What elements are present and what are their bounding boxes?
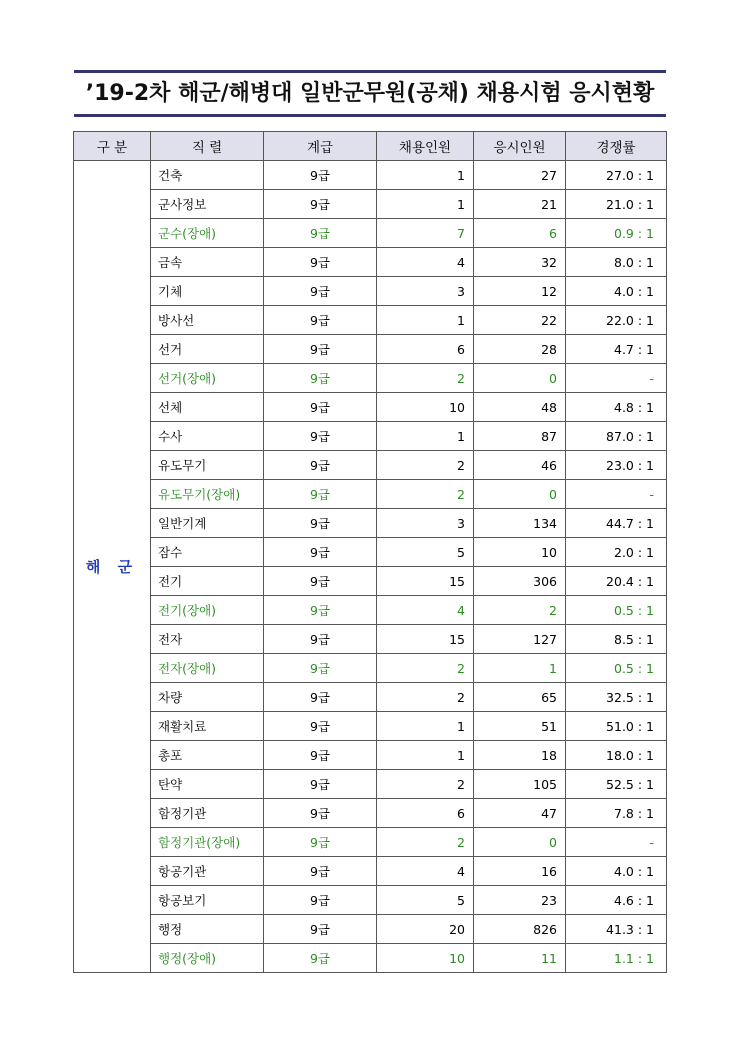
header-grade: 계급	[264, 132, 377, 161]
table-body	[74, 161, 667, 973]
table-row	[74, 190, 667, 219]
ratio-cell: 18.0 : 1	[566, 741, 667, 770]
grade-cell: 9급	[264, 248, 377, 277]
table-row	[74, 161, 667, 190]
ratio-cell: 23.0 : 1	[566, 451, 667, 480]
grade-cell: 9급	[264, 422, 377, 451]
grade-cell: 9급	[264, 944, 377, 973]
hired-cell: 15	[377, 567, 474, 596]
hired-cell: 2	[377, 451, 474, 480]
position-cell: 전기(장애)	[151, 596, 264, 625]
grade-cell: 9급	[264, 799, 377, 828]
hired-cell: 7	[377, 219, 474, 248]
applicants-cell: 22	[474, 306, 566, 335]
hired-cell: 6	[377, 799, 474, 828]
ratio-cell: 44.7 : 1	[566, 509, 667, 538]
applicants-cell: 105	[474, 770, 566, 799]
header-applicants: 응시인원	[474, 132, 566, 161]
table-row	[74, 335, 667, 364]
hired-cell: 2	[377, 480, 474, 509]
hired-cell: 10	[377, 393, 474, 422]
grade-cell: 9급	[264, 335, 377, 364]
ratio-cell: 4.7 : 1	[566, 335, 667, 364]
hired-cell: 20	[377, 915, 474, 944]
position-cell: 건축	[151, 161, 264, 190]
header-group: 구 분	[74, 132, 151, 161]
position-cell: 기체	[151, 277, 264, 306]
position-cell: 잠수	[151, 538, 264, 567]
position-cell: 항공보기	[151, 886, 264, 915]
grade-cell: 9급	[264, 509, 377, 538]
position-cell: 선거(장애)	[151, 364, 264, 393]
position-cell: 재활치료	[151, 712, 264, 741]
ratio-cell: 4.0 : 1	[566, 857, 667, 886]
recruitment-table	[73, 131, 667, 973]
table-row	[74, 741, 667, 770]
grade-cell: 9급	[264, 190, 377, 219]
position-cell: 수사	[151, 422, 264, 451]
ratio-cell: 21.0 : 1	[566, 190, 667, 219]
hired-cell: 10	[377, 944, 474, 973]
grade-cell: 9급	[264, 915, 377, 944]
hired-cell: 1	[377, 741, 474, 770]
ratio-cell: 52.5 : 1	[566, 770, 667, 799]
applicants-cell: 23	[474, 886, 566, 915]
position-cell: 전기	[151, 567, 264, 596]
applicants-cell: 0	[474, 480, 566, 509]
grade-cell: 9급	[264, 596, 377, 625]
table-row	[74, 364, 667, 393]
hired-cell: 2	[377, 683, 474, 712]
hired-cell: 1	[377, 712, 474, 741]
table-row	[74, 625, 667, 654]
hired-cell: 6	[377, 335, 474, 364]
ratio-cell: 0.5 : 1	[566, 596, 667, 625]
table-row	[74, 277, 667, 306]
hired-cell: 2	[377, 770, 474, 799]
position-cell: 군수(장애)	[151, 219, 264, 248]
hired-cell: 2	[377, 828, 474, 857]
ratio-cell: 8.5 : 1	[566, 625, 667, 654]
header-hired: 채용인원	[377, 132, 474, 161]
grade-cell: 9급	[264, 161, 377, 190]
hired-cell: 3	[377, 509, 474, 538]
page-title: ’19-2차 해군/해병대 일반군무원(공채) 채용시험 응시현황	[85, 81, 655, 106]
table-row	[74, 248, 667, 277]
ratio-cell: 4.0 : 1	[566, 277, 667, 306]
applicants-cell: 28	[474, 335, 566, 364]
ratio-cell: 0.5 : 1	[566, 654, 667, 683]
grade-cell: 9급	[264, 654, 377, 683]
table-row	[74, 770, 667, 799]
hired-cell: 1	[377, 190, 474, 219]
table-row	[74, 596, 667, 625]
position-cell: 탄약	[151, 770, 264, 799]
hired-cell: 5	[377, 886, 474, 915]
grade-cell: 9급	[264, 770, 377, 799]
position-cell: 선거	[151, 335, 264, 364]
grade-cell: 9급	[264, 741, 377, 770]
position-cell: 차량	[151, 683, 264, 712]
grade-cell: 9급	[264, 567, 377, 596]
grade-cell: 9급	[264, 277, 377, 306]
position-cell: 전자	[151, 625, 264, 654]
table-row	[74, 480, 667, 509]
applicants-cell: 51	[474, 712, 566, 741]
ratio-cell: 32.5 : 1	[566, 683, 667, 712]
table-row	[74, 683, 667, 712]
grade-cell: 9급	[264, 886, 377, 915]
grade-cell: 9급	[264, 451, 377, 480]
table-row	[74, 509, 667, 538]
applicants-cell: 65	[474, 683, 566, 712]
hired-cell: 15	[377, 625, 474, 654]
table-row	[74, 451, 667, 480]
table-row	[74, 915, 667, 944]
ratio-cell: -	[566, 480, 667, 509]
applicants-cell: 10	[474, 538, 566, 567]
table-row	[74, 828, 667, 857]
applicants-cell: 0	[474, 364, 566, 393]
table-row	[74, 944, 667, 973]
table-row	[74, 654, 667, 683]
applicants-cell: 134	[474, 509, 566, 538]
table-row	[74, 393, 667, 422]
hired-cell: 4	[377, 596, 474, 625]
ratio-cell: 7.8 : 1	[566, 799, 667, 828]
applicants-cell: 0	[474, 828, 566, 857]
grade-cell: 9급	[264, 828, 377, 857]
grade-cell: 9급	[264, 712, 377, 741]
position-cell: 항공기관	[151, 857, 264, 886]
grade-cell: 9급	[264, 683, 377, 712]
ratio-cell: 8.0 : 1	[566, 248, 667, 277]
applicants-cell: 47	[474, 799, 566, 828]
position-cell: 전자(장애)	[151, 654, 264, 683]
applicants-cell: 6	[474, 219, 566, 248]
applicants-cell: 27	[474, 161, 566, 190]
position-cell: 함정기관(장애)	[151, 828, 264, 857]
hired-cell: 4	[377, 857, 474, 886]
grade-cell: 9급	[264, 480, 377, 509]
applicants-cell: 826	[474, 915, 566, 944]
ratio-cell: 51.0 : 1	[566, 712, 667, 741]
table-row	[74, 306, 667, 335]
hired-cell: 4	[377, 248, 474, 277]
table-row	[74, 857, 667, 886]
ratio-cell: 41.3 : 1	[566, 915, 667, 944]
ratio-cell: 1.1 : 1	[566, 944, 667, 973]
applicants-cell: 306	[474, 567, 566, 596]
position-cell: 금속	[151, 248, 264, 277]
position-cell: 행정(장애)	[151, 944, 264, 973]
table-row	[74, 886, 667, 915]
position-cell: 유도무기	[151, 451, 264, 480]
header-position: 직 렬	[151, 132, 264, 161]
header-row	[74, 132, 667, 161]
group-cell: 해 군	[74, 161, 151, 973]
ratio-cell: -	[566, 364, 667, 393]
applicants-cell: 32	[474, 248, 566, 277]
position-cell: 군사정보	[151, 190, 264, 219]
ratio-cell: 4.6 : 1	[566, 886, 667, 915]
ratio-cell: -	[566, 828, 667, 857]
ratio-cell: 27.0 : 1	[566, 161, 667, 190]
ratio-cell: 22.0 : 1	[566, 306, 667, 335]
ratio-cell: 20.4 : 1	[566, 567, 667, 596]
hired-cell: 5	[377, 538, 474, 567]
position-cell: 함정기관	[151, 799, 264, 828]
table-row	[74, 799, 667, 828]
applicants-cell: 1	[474, 654, 566, 683]
header-ratio: 경쟁률	[566, 132, 667, 161]
position-cell: 총포	[151, 741, 264, 770]
position-cell: 선체	[151, 393, 264, 422]
table-row	[74, 712, 667, 741]
applicants-cell: 46	[474, 451, 566, 480]
grade-cell: 9급	[264, 625, 377, 654]
hired-cell: 2	[377, 654, 474, 683]
grade-cell: 9급	[264, 364, 377, 393]
grade-cell: 9급	[264, 857, 377, 886]
table-row	[74, 567, 667, 596]
hired-cell: 1	[377, 422, 474, 451]
grade-cell: 9급	[264, 306, 377, 335]
title-block	[74, 70, 666, 117]
hired-cell: 2	[377, 364, 474, 393]
grade-cell: 9급	[264, 219, 377, 248]
hired-cell: 1	[377, 306, 474, 335]
ratio-cell: 4.8 : 1	[566, 393, 667, 422]
table-row	[74, 422, 667, 451]
ratio-cell: 87.0 : 1	[566, 422, 667, 451]
ratio-cell: 2.0 : 1	[566, 538, 667, 567]
grade-cell: 9급	[264, 538, 377, 567]
hired-cell: 1	[377, 161, 474, 190]
position-cell: 행정	[151, 915, 264, 944]
applicants-cell: 11	[474, 944, 566, 973]
applicants-cell: 48	[474, 393, 566, 422]
ratio-cell: 0.9 : 1	[566, 219, 667, 248]
applicants-cell: 2	[474, 596, 566, 625]
hired-cell: 3	[377, 277, 474, 306]
title-bottom-rule	[74, 114, 666, 117]
applicants-cell: 12	[474, 277, 566, 306]
grade-cell: 9급	[264, 393, 377, 422]
table-row	[74, 219, 667, 248]
position-cell: 일반기계	[151, 509, 264, 538]
applicants-cell: 21	[474, 190, 566, 219]
applicants-cell: 87	[474, 422, 566, 451]
position-cell: 유도무기(장애)	[151, 480, 264, 509]
applicants-cell: 18	[474, 741, 566, 770]
applicants-cell: 127	[474, 625, 566, 654]
position-cell: 방사선	[151, 306, 264, 335]
table-row	[74, 538, 667, 567]
applicants-cell: 16	[474, 857, 566, 886]
